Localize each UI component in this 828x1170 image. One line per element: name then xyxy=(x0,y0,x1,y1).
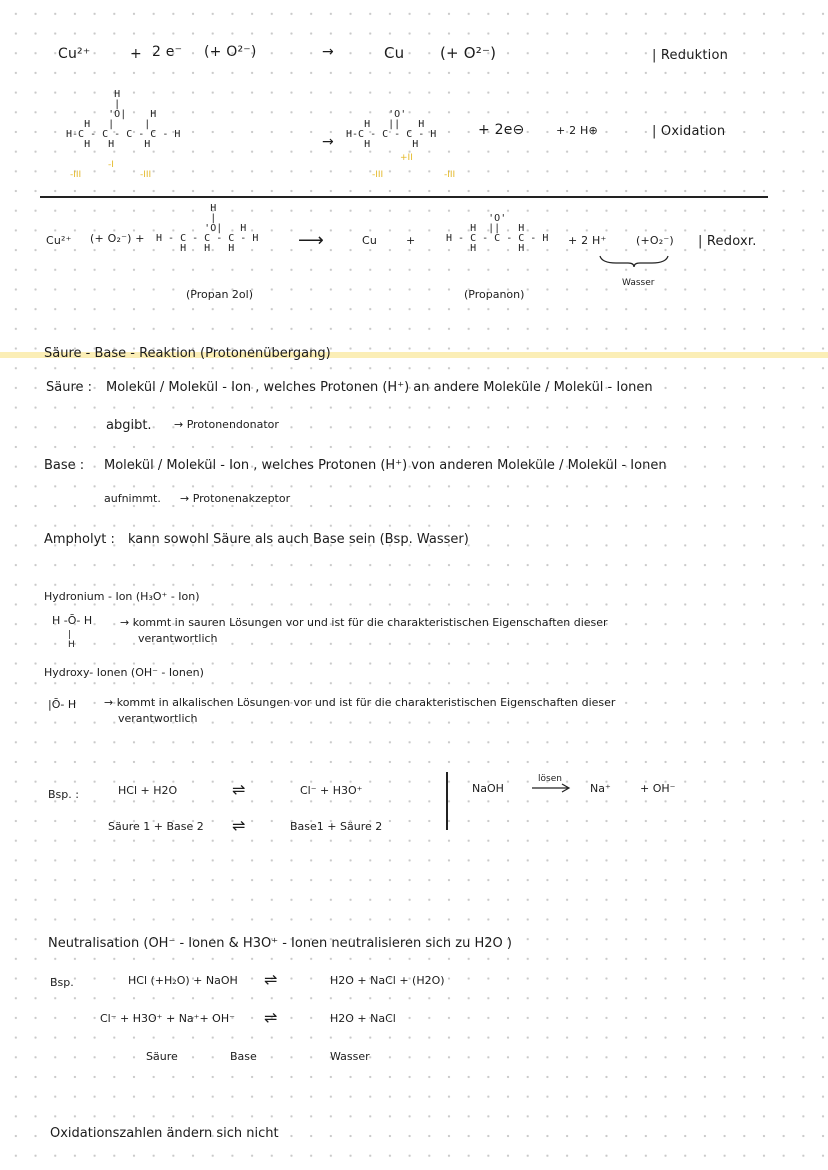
curly-brace-icon xyxy=(598,254,670,268)
hydronium-desc-line2: verantwortlich xyxy=(138,632,218,645)
propanol-structure-2: H | 'O| H H - C - C - C - H H H H xyxy=(156,203,259,254)
neutralisation-label: Bsp. xyxy=(50,976,74,989)
equilibrium-arrow-icon: ⇌ xyxy=(232,816,246,835)
ox-number-c1: -III xyxy=(70,170,82,180)
hydroxy-formula: |Ō- H xyxy=(48,698,77,711)
ox-number-p1: -III xyxy=(372,170,384,180)
section-title-acid-base: Säure - Base - Reaktion (Protonenübergang) xyxy=(44,346,331,361)
example-label: Bsp. : xyxy=(48,788,79,801)
naoh: NaOH xyxy=(472,782,504,795)
electrons: 2 e⁻ xyxy=(152,44,183,60)
role-water: Wasser xyxy=(330,1050,370,1063)
neutralisation-line2-right: H2O + NaCl xyxy=(330,1012,396,1025)
acid-term: Säure : xyxy=(46,380,93,395)
long-arrow-icon: ⟶ xyxy=(298,230,324,251)
base-definition-line2: aufnimmt. xyxy=(104,492,161,505)
oxide-right: (+ O²⁻) xyxy=(440,44,497,62)
hydroxide-ion: + OH⁻ xyxy=(640,782,676,795)
hydroxy-desc-line1: → kommt in alkalischen Lösungen vor und ist für die charakteristischen Eigenschaften dieser xyxy=(104,696,616,709)
propanol-name: (Propan 2ol) xyxy=(186,288,254,301)
oxide-left: (+ O²⁻) xyxy=(204,44,257,60)
neutralisation-title: Neutralisation (OH⁻ - Ionen & H3O⁺ - Ionen neutralisieren sich zu H2O ) xyxy=(48,936,512,951)
redox-protons: + 2 H⁺ xyxy=(568,234,607,247)
hydronium-title: Hydronium - Ion (H₃O⁺ - Ion) xyxy=(44,590,200,603)
proton-acceptor: → Protonenakzeptor xyxy=(180,492,291,505)
example-products: Cl⁻ + H3O⁺ xyxy=(300,784,363,797)
example-reactants: HCl + H2O xyxy=(118,784,178,797)
redox-label: | Redoxr. xyxy=(698,234,757,249)
propanon-name: (Propanon) xyxy=(464,288,525,301)
proton-donor: → Protonendonator xyxy=(174,418,279,431)
sodium-ion: Na⁺ xyxy=(590,782,611,795)
dissolve-arrow-icon xyxy=(532,784,572,792)
copper: Cu xyxy=(384,44,405,62)
equilibrium-arrow-icon: ⇌ xyxy=(264,1008,278,1027)
protons-product: + 2 H⊕ xyxy=(556,124,598,137)
hydronium-lower-h: | H xyxy=(68,630,75,650)
example-roles-right: Base1 + Säure 2 xyxy=(290,820,383,833)
propanol-structure: H | 'O| H H | | H-C - C - C - C - H H H H xyxy=(66,89,181,150)
footer-note: Oxidationszahlen ändern sich nicht xyxy=(50,1126,279,1141)
ox-number-c2: -I xyxy=(108,160,114,170)
redox-oxide-right: (+O₂⁻) xyxy=(636,234,674,247)
neutralisation-line1-right: H2O + NaCl + (H2O) xyxy=(330,974,445,987)
ampholyt-term: Ampholyt : xyxy=(44,532,115,547)
ox-number-c3: -III xyxy=(140,170,152,180)
base-definition-line1: Molekül / Molekül - Ion , welches Protonen (H⁺) von anderen Moleküle / Molekül - Ionen xyxy=(104,458,667,473)
role-base: Base xyxy=(230,1050,257,1063)
cu2-ion: Cu²⁺ xyxy=(58,46,91,62)
acid-definition-line2: abgibt. xyxy=(106,418,152,433)
separator-bar xyxy=(446,772,448,830)
electrons-product: + 2e⊖ xyxy=(478,122,525,138)
redox-cu2: Cu²⁺ xyxy=(46,234,72,247)
redox-cu: Cu xyxy=(362,234,378,247)
redox-plus: + xyxy=(406,234,416,247)
hydroxy-desc-line2: verantwortlich xyxy=(118,712,198,725)
reaction-arrow-icon: → xyxy=(322,44,334,60)
hydronium-formula: H -Ō- H xyxy=(52,614,93,627)
neutralisation-line1-left: HCl (+H₂O) + NaOH xyxy=(128,974,238,987)
water-label: Wasser xyxy=(622,278,655,288)
reduction-label: | Reduktion xyxy=(652,48,729,63)
propanone-structure-2: 'O' H || H H - C - C - C - H H H xyxy=(446,213,549,254)
hydroxy-title: Hydroxy- Ionen (OH⁻ - Ionen) xyxy=(44,666,204,679)
equilibrium-arrow-icon: ⇌ xyxy=(264,970,278,989)
dissolve-label: lösen xyxy=(538,774,562,784)
ox-number-p2: +II xyxy=(400,153,413,163)
base-term: Base : xyxy=(44,458,85,473)
example-roles-left: Säure 1 + Base 2 xyxy=(108,820,204,833)
oxidation-label: | Oxidation xyxy=(652,124,726,139)
acid-definition-line1: Molekül / Molekül - Ion , welches Protonen (H⁺) an andere Moleküle / Molekül - Ionen xyxy=(106,380,653,395)
reaction-arrow-icon: → xyxy=(322,134,334,150)
propanone-structure: 'O' H || H H-C - C - C - H H H xyxy=(346,109,437,150)
ox-number-p3: -III xyxy=(444,170,456,180)
divider-line xyxy=(40,196,768,198)
neutralisation-line2-left: Cl⁻ + H3O⁺ + Na⁺+ OH⁻ xyxy=(100,1012,235,1025)
role-acid: Säure xyxy=(146,1050,178,1063)
equilibrium-arrow-icon: ⇌ xyxy=(232,780,246,799)
plus-sign: + xyxy=(130,46,142,62)
ampholyt-definition: kann sowohl Säure als auch Base sein (Bsp. Wasser) xyxy=(128,532,469,547)
hydronium-desc-line1: → kommt in sauren Lösungen vor und ist für die charakteristischen Eigenschaften dieser xyxy=(120,616,608,629)
redox-oxide: (+ O₂⁻) + xyxy=(90,232,145,245)
